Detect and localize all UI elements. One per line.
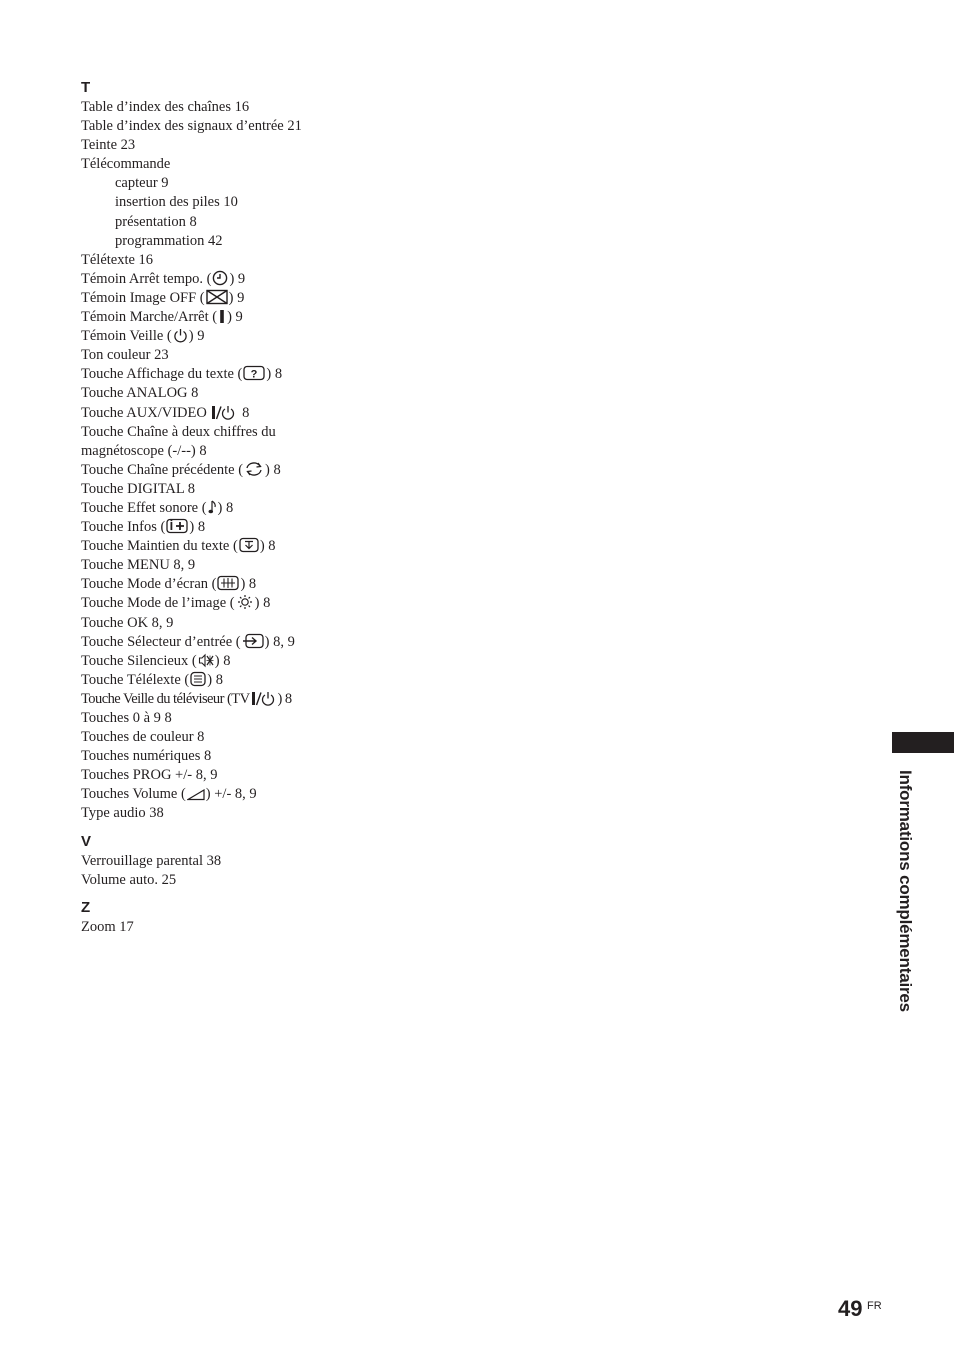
index-entry: Touche OK 8, 9 bbox=[81, 614, 174, 631]
sound-effect-icon bbox=[208, 500, 217, 515]
index-entry: Témoin Marche/Arrêt ( ) 9 bbox=[81, 309, 243, 326]
input-select-icon bbox=[242, 633, 264, 649]
svg-text:?: ? bbox=[251, 368, 258, 381]
power-on-icon bbox=[218, 309, 226, 324]
letter-heading-z: Z bbox=[81, 898, 91, 916]
on-standby-icon bbox=[211, 405, 237, 420]
text-reveal-icon bbox=[243, 365, 265, 381]
index-entry: Touche Chaîne à deux chiffres du magnétoscope (-/--) 8 bbox=[81, 423, 276, 459]
standby-icon bbox=[173, 328, 188, 343]
info-icon bbox=[166, 518, 188, 534]
picture-off-icon bbox=[206, 289, 228, 305]
index-entry: Touche Infos ( ) 8 bbox=[81, 519, 206, 536]
index-entry: Touches de couleur 8 bbox=[81, 729, 205, 746]
index-entry: Type audio 38 bbox=[81, 805, 164, 822]
index-entry: Touche Veille du téléviseur (TV ) 8 bbox=[81, 690, 292, 707]
index-subentry: présentation 8 bbox=[115, 213, 197, 230]
letter-heading-t: T bbox=[81, 79, 91, 96]
volume-icon bbox=[187, 789, 205, 801]
index-entry: Touche ANALOG 8 bbox=[81, 385, 199, 402]
index-subentry: insertion des piles 10 bbox=[115, 194, 238, 211]
index-entry: Table d’index des chaînes 16 bbox=[81, 99, 250, 115]
index-entry: Teinte 23 bbox=[81, 137, 136, 154]
picture-mode-icon bbox=[236, 594, 254, 610]
index-entry: Touches 0 à 9 8 bbox=[81, 710, 172, 726]
index-entry: Touche Chaîne précédente ( ) 8 bbox=[81, 461, 281, 478]
index-entry: Touche Mode d’écran ( ) 8 bbox=[81, 576, 257, 593]
index-entry: Touche DIGITAL 8 bbox=[81, 480, 196, 497]
index-entry: Touche MENU 8, 9 bbox=[81, 557, 196, 574]
page-number: 49 bbox=[838, 1296, 863, 1321]
mute-icon bbox=[198, 653, 214, 668]
index-entry: Verrouillage parental 38 bbox=[81, 852, 222, 869]
index-entry: Témoin Arrêt tempo. ( ) 9 bbox=[81, 270, 246, 287]
index-entry: Touche AUX/VIDEO 8 bbox=[81, 404, 250, 421]
side-tab-label: Informations complémentaires bbox=[896, 770, 915, 1012]
index-entry: Touche Effet sonore ( ) 8 bbox=[81, 499, 234, 516]
timer-icon bbox=[212, 270, 228, 286]
index-entry: Touche Sélecteur d’entrée ( ) 8, 9 bbox=[81, 633, 295, 650]
index-entry: Télétexte 16 bbox=[81, 251, 154, 268]
letter-heading-v: V bbox=[81, 832, 92, 850]
screen-mode-icon bbox=[217, 575, 239, 591]
text-hold-icon bbox=[239, 537, 259, 553]
index-entry: Touches numériques 8 bbox=[81, 748, 212, 765]
section-tab-marker bbox=[892, 732, 954, 753]
index-entry: Volume auto. 25 bbox=[81, 871, 177, 888]
index-entry: Télécommande bbox=[81, 156, 171, 173]
index-entry: Touche Télélexte ( ) 8 bbox=[81, 671, 223, 688]
index-entry: Témoin Image OFF ( ) 9 bbox=[81, 289, 245, 306]
index-entry: Table d’index des signaux d’entrée 21 bbox=[81, 118, 302, 135]
page-language: FR bbox=[867, 1300, 882, 1312]
index-entry: Touche Maintien du texte ( ) 8 bbox=[81, 538, 276, 555]
index-entry: Touche Silencieux ( ) 8 bbox=[81, 652, 231, 669]
index-subentry: capteur 9 bbox=[115, 175, 169, 192]
teletext-icon bbox=[190, 671, 206, 687]
previous-channel-icon bbox=[244, 461, 264, 477]
index-entry: Touche Mode de l’image ( ) 8 bbox=[81, 595, 271, 612]
index-entry: Touches Volume ( ) +/- 8, 9 bbox=[81, 786, 257, 803]
index-entry: Touches PROG +/- 8, 9 bbox=[81, 767, 218, 784]
index-column bbox=[81, 76, 321, 937]
index-entry: Touche Affichage du texte ( ? ) 8 bbox=[81, 366, 283, 383]
index-subentry: programmation 42 bbox=[115, 232, 223, 249]
index-entry: Zoom 17 bbox=[81, 918, 134, 935]
index-entry: Témoin Veille ( ) 9 bbox=[81, 328, 205, 345]
index-entry: Ton couleur 23 bbox=[81, 347, 169, 364]
tv-standby-icon bbox=[251, 691, 277, 706]
